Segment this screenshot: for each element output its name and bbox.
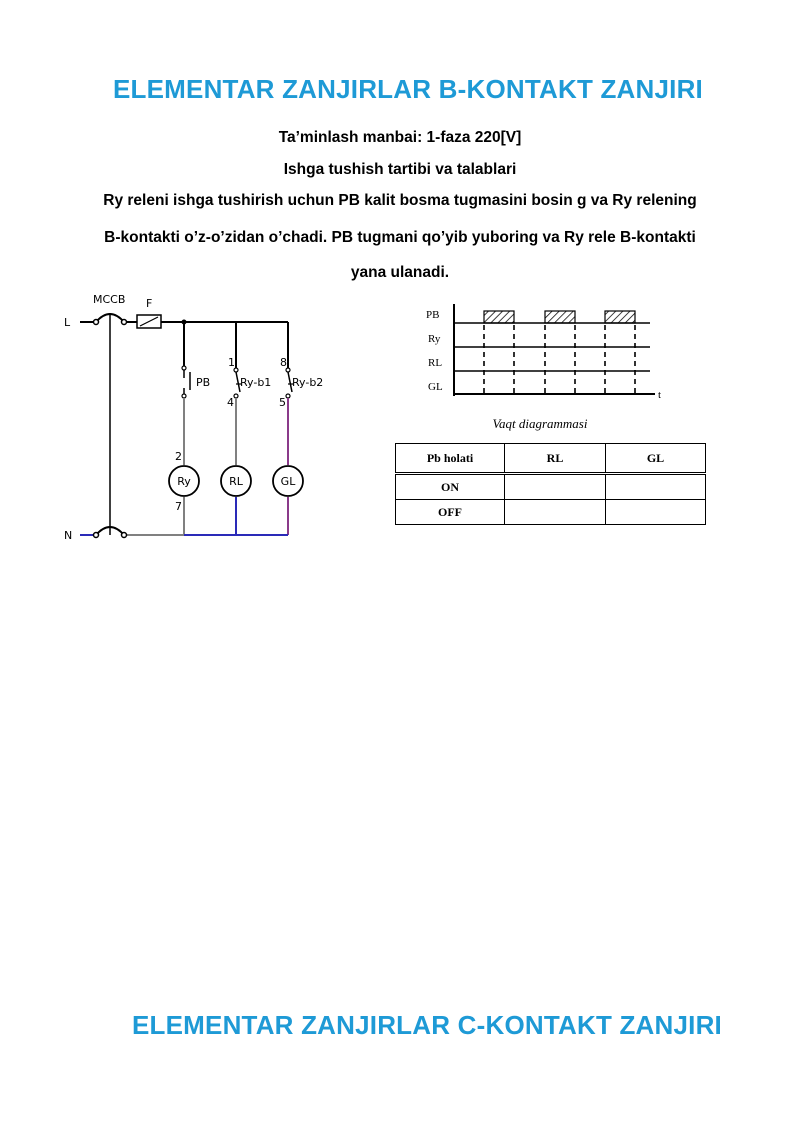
state-table xyxy=(395,443,706,525)
table-row xyxy=(396,500,706,525)
time-axis-label: t xyxy=(658,389,662,401)
supply-text: Ta’minlash manbai: 1-faza 220[V] xyxy=(278,129,522,146)
line-n-label: N xyxy=(64,529,73,542)
pb-pulse xyxy=(545,311,575,323)
timing-signal-label: PB xyxy=(426,309,440,321)
table-cell xyxy=(606,500,706,525)
table-cell: OFF xyxy=(396,500,505,525)
description-line-1: Ry releni ishga tushirish uchun PB kalit bosma tugmasini bosin g va Ry relening xyxy=(103,192,697,209)
section-title: ELEMENTAR ZANJIRLAR C-KONTAKT ZANJIRI xyxy=(132,1010,722,1040)
table-cell: ON xyxy=(396,474,505,500)
column-header: Pb holati xyxy=(396,444,505,474)
table-cell xyxy=(505,474,606,500)
timing-signal-label: Ry xyxy=(428,333,441,345)
column-header: GL xyxy=(606,444,706,474)
table-cell xyxy=(606,474,706,500)
column-header: RL xyxy=(505,444,606,474)
gl-lamp-label: GL xyxy=(280,475,296,488)
pb-pulse xyxy=(605,311,635,323)
schematic xyxy=(80,313,303,538)
procedure-heading: Ishga tushish tartibi va talablari xyxy=(283,161,517,178)
table-cell xyxy=(505,500,606,525)
timing-diagram xyxy=(454,304,655,396)
table-row xyxy=(396,474,706,500)
description-line-2: B-kontakti o’z-o’zidan o’chadi. PB tugmani qo’yib yuboring va Ry rele B-kontakti xyxy=(104,229,696,246)
terminal-label: 4 xyxy=(227,396,234,409)
terminal-label: 2 xyxy=(175,450,182,463)
rl-lamp-label: RL xyxy=(229,475,243,488)
pb-pulse xyxy=(484,311,514,323)
ry-b1-label: Ry-b1 xyxy=(240,376,272,389)
terminal-label: 1 xyxy=(228,356,235,369)
timing-caption: Vaqt diagrammasi xyxy=(492,416,588,431)
description-line-3: yana ulanadi. xyxy=(350,264,450,281)
timing-signal-label: GL xyxy=(428,381,443,393)
ry-coil-label: Ry xyxy=(177,475,191,488)
terminal-label: 5 xyxy=(279,396,286,409)
table-header-row xyxy=(396,444,706,474)
mccb-label: MCCB xyxy=(93,293,126,306)
pb-label: PB xyxy=(196,376,211,389)
terminal-label: 8 xyxy=(280,356,287,369)
page-title: ELEMENTAR ZANJIRLAR B-KONTAKT ZANJIRI xyxy=(113,74,703,104)
terminal-label: 7 xyxy=(175,500,182,513)
line-l-label: L xyxy=(64,316,71,329)
fuse-label: F xyxy=(146,297,153,310)
timing-signal-label: RL xyxy=(428,357,443,369)
ry-b2-label: Ry-b2 xyxy=(292,376,324,389)
